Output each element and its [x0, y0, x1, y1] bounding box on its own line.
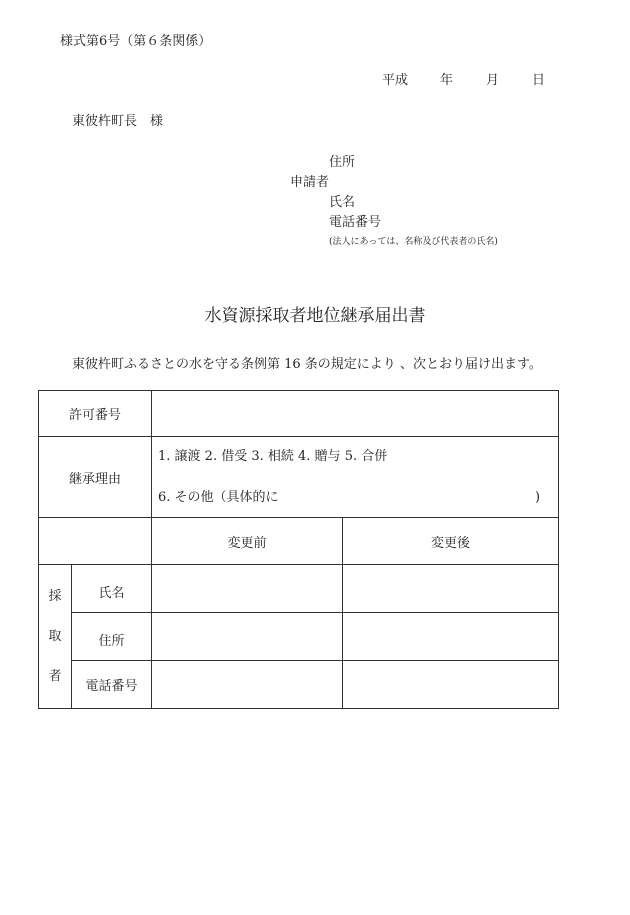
collector-address-after-field[interactable]: [343, 613, 559, 661]
date-day: 日: [532, 73, 546, 88]
reason-options-line1: 1. 譲渡 2. 借受 3. 相続 4. 贈与 5. 合併: [158, 448, 388, 464]
reason-options-line2: [158, 485, 558, 511]
collector-phone-after-field[interactable]: [343, 661, 559, 709]
form-table: [38, 390, 559, 709]
collector-address-row: [39, 613, 559, 661]
collector-address-label: 住所: [72, 613, 152, 661]
collector-phone-before-field[interactable]: [152, 661, 343, 709]
header-blank: [39, 518, 152, 565]
reason-label: 継承理由: [39, 437, 152, 518]
addressee: 東彼杵町長 様: [72, 114, 164, 129]
date-era: 平成: [382, 73, 409, 88]
collector-name-before-field[interactable]: [152, 565, 343, 613]
collector-name-label: 氏名: [72, 565, 152, 613]
reason-other-close: ): [534, 489, 541, 505]
form-number: 様式第6号（第６条関係）: [60, 34, 212, 49]
applicant-note: (法人にあっては、名称及び代表者の氏名): [329, 237, 498, 247]
reason-field[interactable]: [152, 437, 559, 518]
collector-char-3: 者: [48, 668, 62, 684]
collector-phone-row: [39, 661, 559, 709]
collector-address-before-field[interactable]: [152, 613, 343, 661]
collector-name-row: [39, 565, 559, 613]
applicant-name-label: 氏名: [329, 195, 356, 210]
applicant-phone-label: 電話番号: [329, 215, 382, 230]
date-year: 年: [440, 73, 454, 88]
collector-phone-label: 電話番号: [72, 661, 152, 709]
before-header: 変更前: [152, 518, 343, 565]
reason-row: [39, 437, 559, 518]
applicant-address-label: 住所: [329, 155, 356, 170]
header-row: [39, 518, 559, 565]
after-header: 変更後: [343, 518, 559, 565]
collector-name-after-field[interactable]: [343, 565, 559, 613]
date-month: 月: [486, 73, 500, 88]
collector-char-1: 採: [48, 588, 62, 604]
statement: 東彼杵町ふるさとの水を守る条例第 16 条の規定により 、次とおり届け出ます。: [72, 357, 542, 372]
reason-other-label: 6. その他（具体的に: [158, 489, 279, 505]
permit-number-label: 許可番号: [39, 391, 152, 437]
document-title: 水資源採取者地位継承届出書: [204, 306, 426, 326]
collector-section-label: [39, 565, 72, 709]
permit-number-field[interactable]: [152, 391, 559, 437]
collector-char-2: 取: [48, 628, 62, 644]
permit-number-row: [39, 391, 559, 437]
applicant-role-label: 申請者: [290, 175, 330, 190]
